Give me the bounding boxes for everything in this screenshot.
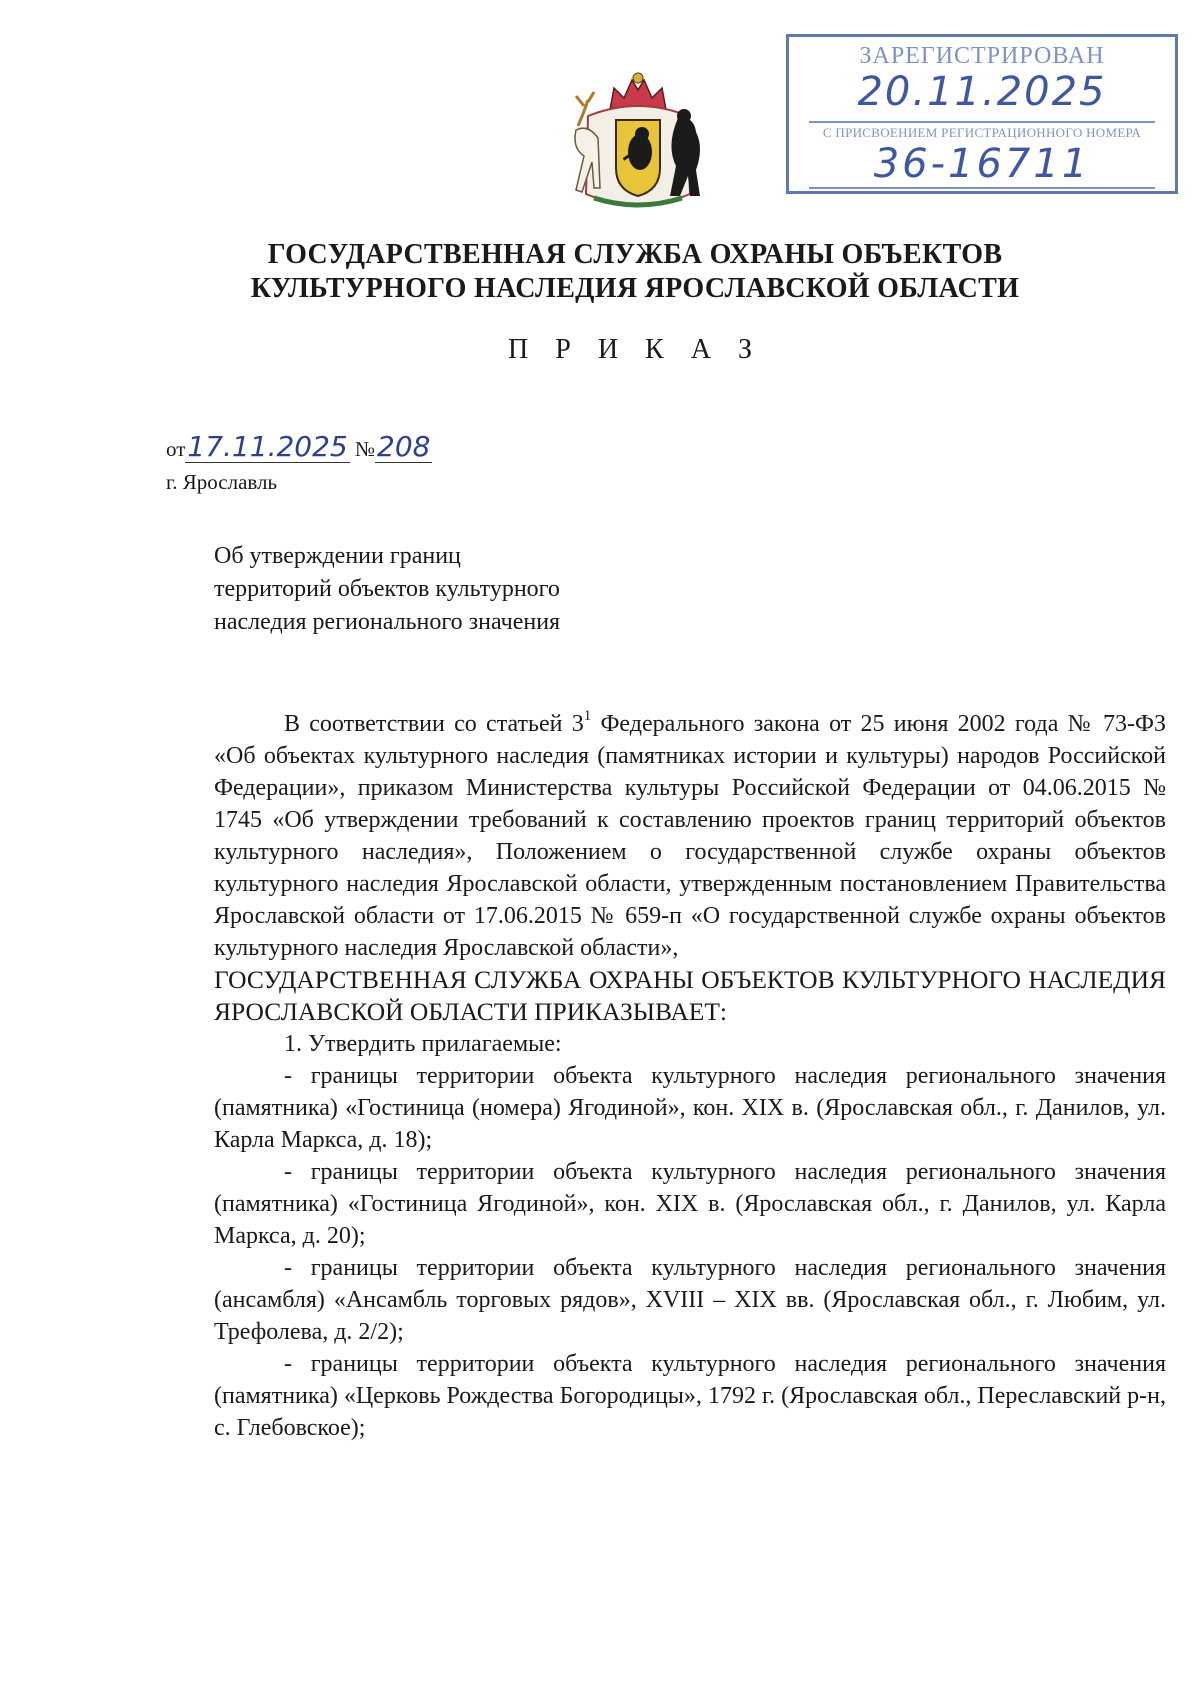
order-body (214, 700, 1166, 1444)
orders-paragraph: ГОСУДАРСТВЕННАЯ СЛУЖБА ОХРАНЫ ОБЪЕКТОВ КУЛЬТУРНОГО НАСЛЕДИЯ ЯРОСЛАВСКОЙ ОБЛАСТИ ПРИКАЗЫВАЕТ: (214, 965, 1166, 1026)
registration-stamp (786, 34, 1178, 194)
item-1: 1. Утвердить прилагаемые: (284, 1031, 562, 1057)
subject-line: территорий объектов культурного (214, 576, 560, 602)
bullet-item: - границы территории объекта культурного наследия регионального значения (памятника) «Гостиница (номера) Ягодиной», кон. XIX в. (Ярославская обл., г. Данилов, ул. Карла Маркса, д. 18); (214, 1063, 1166, 1153)
stamp-divider (809, 121, 1155, 123)
stamp-divider (809, 187, 1155, 189)
from-label: от (166, 437, 186, 461)
order-date-number (166, 432, 432, 463)
handwritten-date: 17.11.2025 (187, 430, 348, 463)
number-label: № (354, 437, 376, 461)
stamp-title: ЗАРЕГИСТРИРОВАН (859, 43, 1105, 69)
stamp-subtitle: С ПРИСВОЕНИЕМ РЕГИСТРАЦИОННОГО НОМЕРА (822, 125, 1142, 140)
city-label: г. Ярославль (166, 470, 278, 494)
bullet-item: - границы территории объекта культурного наследия регионального значения (памятника) «Церковь Рождества Богородицы», 1792 г. (Ярославская обл., Переславский р-н, с. Глебовское); (214, 1351, 1166, 1441)
organization-name-line2: КУЛЬТУРНОГО НАСЛЕДИЯ ЯРОСЛАВСКОЙ ОБЛАСТИ (250, 273, 1020, 304)
preamble-text: В соответствии со статьей 3 (284, 711, 584, 737)
preamble-paragraph (214, 700, 1166, 964)
handwritten-number: 208 (377, 430, 431, 463)
document-type-title: П Р И К А З (508, 334, 762, 365)
organization-name-line1: ГОСУДАРСТВЕННАЯ СЛУЖБА ОХРАНЫ ОБЪЕКТОВ (267, 239, 1003, 270)
article-superscript: 1 (583, 708, 592, 724)
subject-line: Об утверждении границ (214, 543, 461, 569)
coat-of-arms-emblem (558, 66, 718, 216)
order-subject (214, 540, 560, 639)
stamp-number: 36-16711 (873, 141, 1091, 187)
subject-line: наследия регионального значения (214, 609, 561, 635)
stamp-date: 20.11.2025 (857, 69, 1107, 115)
bullet-item: - границы территории объекта культурного наследия регионального значения (памятника) «Гостиница Ягодиной», кон. XIX в. (Ярославская обл., г. Данилов, ул. Карла Маркса, д. 20); (214, 1159, 1166, 1249)
bullet-item: - границы территории объекта культурного наследия регионального значения (ансамбля) «Ансамбль торговых рядов», XVIII – XIX вв. (Ярославская обл., г. Любим, ул. Трефолева, д. 2/2); (214, 1255, 1166, 1345)
preamble-text: Федерального закона от 25 июня 2002 года № 73-ФЗ «Об объектах культурного наследия (памятниках истории и культуры) народов Российской Федерации», приказом Министерства культуры Российской Федерации от 04.06.2015 № 1745 «Об утверждении требований к составлению проектов границ территорий объектов культурного наследия», Положением о государственной службе охраны объектов культурного наследия Ярославской области, утвержденным постановлением Правительства Ярославской области от 17.06.2015 № 659-п «О государственной службе охраны объектов культурного наследия Ярославской области», (214, 711, 1166, 961)
